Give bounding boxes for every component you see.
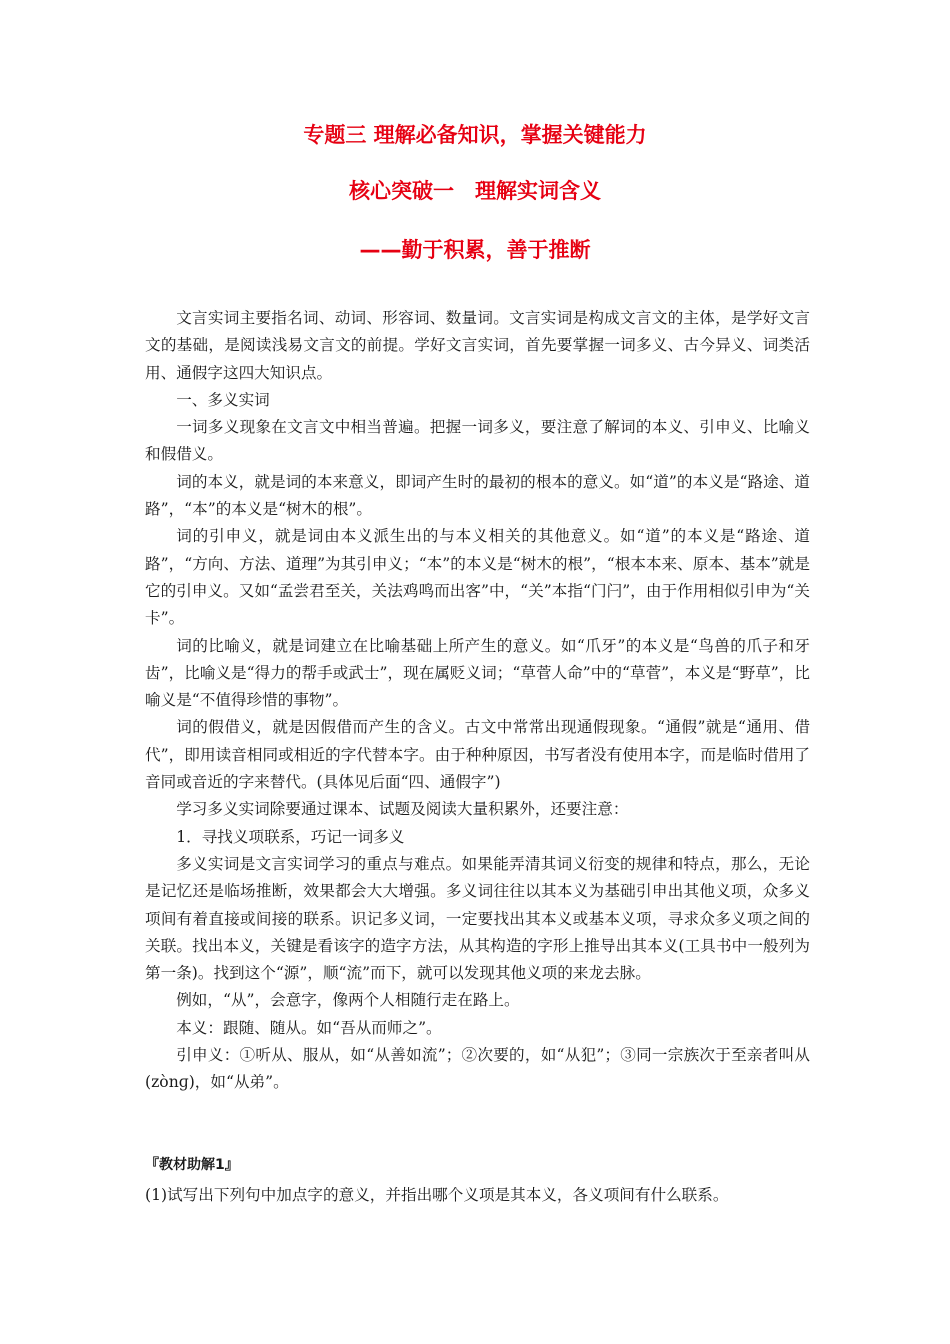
- exercise-question: (1)试写出下列句中加点字的意义，并指出哪个义项是其本义，各义项间有什么联系。: [145, 1186, 729, 1204]
- paragraph: 引申义：①听从、服从，如“从善如流”；②次要的，如“从犯”；③同一宗族次于至亲者叫从(zònɡ)，如“从弟”。: [145, 1046, 810, 1092]
- paragraph: 词的本义，就是词的本来意义，即词产生时的最初的根本的意义。如“道”的本义是“路途、道路”，“本”的本义是“树木的根”。: [145, 472, 810, 519]
- paragraph: 词的引申义，就是词由本义派生出的与本义相关的其他意义。如“道”的本义是“路途、道路”，“方向、方法、道理”为其引申义；“本”的本义是“树木的根”，“根本本来、原本、基本”就是它的引申义。又如“孟尝君至关，关法鸡鸣而出客”中，“关”本指“门闩”，由于作用相似引申为“关卡”。: [145, 527, 810, 628]
- body-text: [145, 305, 810, 1097]
- paragraph: 本义：跟随、随从。如“吾从而师之”。: [176, 1018, 442, 1037]
- exercise-label: 『教材助解1』: [145, 1157, 239, 1173]
- paragraph-intro: 文言实词主要指名词、动词、形容词、数量词。文言实词是构成文言文的主体，是学好文言文的基础，是阅读浅易文言文的前提。学好文言实词，首先要掌握一词多义、古今异义、词类活用、通假字这四大知识点。: [145, 309, 810, 382]
- paragraph: 学习多义实词除要通过课本、试题及阅读大量积累外，还要注意：: [176, 800, 629, 819]
- paragraph: 一词多义现象在文言文中相当普遍。把握一词多义，要注意了解词的本义、引申义、比喻义和假借义。: [145, 418, 810, 464]
- section-tagline: ——勤于积累，善于推断: [359, 238, 591, 262]
- topic-title: 专题三 理解必备知识，掌握关键能力: [303, 123, 647, 147]
- section-heading: 一、多义实词: [176, 390, 270, 409]
- paragraph: 多义实词是文言实词学习的重点与难点。如果能弄清其词义衍变的规律和特点，那么，无论是记忆还是临场推断，效果都会大大增强。多义词往往以其本义为基础引申出其他义项，众多义项间有着直接或间接的联系。识记多义词，一定要找出其本义或基本义项，寻求众多义项之间的关联。找出本义，关键是看该字的造字方法，从其构造的字形上推导出其本义(工具书中一般列为第一条)。找到这个“源”，顺“流”而下，就可以发现其他义项的来龙去脉。: [145, 854, 810, 983]
- section-subtitle: 核心突破一 理解实词含义: [349, 179, 601, 203]
- paragraph: 词的假借义，就是因假借而产生的含义。古文中常常出现通假现象。“通假”就是“通用、借代”，即用读音相同或相近的字代替本字。由于种种原因，书写者没有使用本字，而是临时借用了音同或音近的字来替代。(具体见后面“四、通假字”): [145, 718, 810, 792]
- subsection-heading: 1．寻找义项联系，巧记一词多义: [176, 827, 405, 846]
- paragraph: 例如，“从”，会意字，像两个人相随行走在路上。: [176, 991, 520, 1010]
- paragraph: 词的比喻义，就是词建立在比喻基础上所产生的意义。如“爪牙”的本义是“鸟兽的爪子和牙齿”，比喻义是“得力的帮手或武士”，现在属贬义词；“草菅人命”中的“草菅”，本义是“野草”，比喻义是“不值得珍惜的事物”。: [145, 636, 810, 710]
